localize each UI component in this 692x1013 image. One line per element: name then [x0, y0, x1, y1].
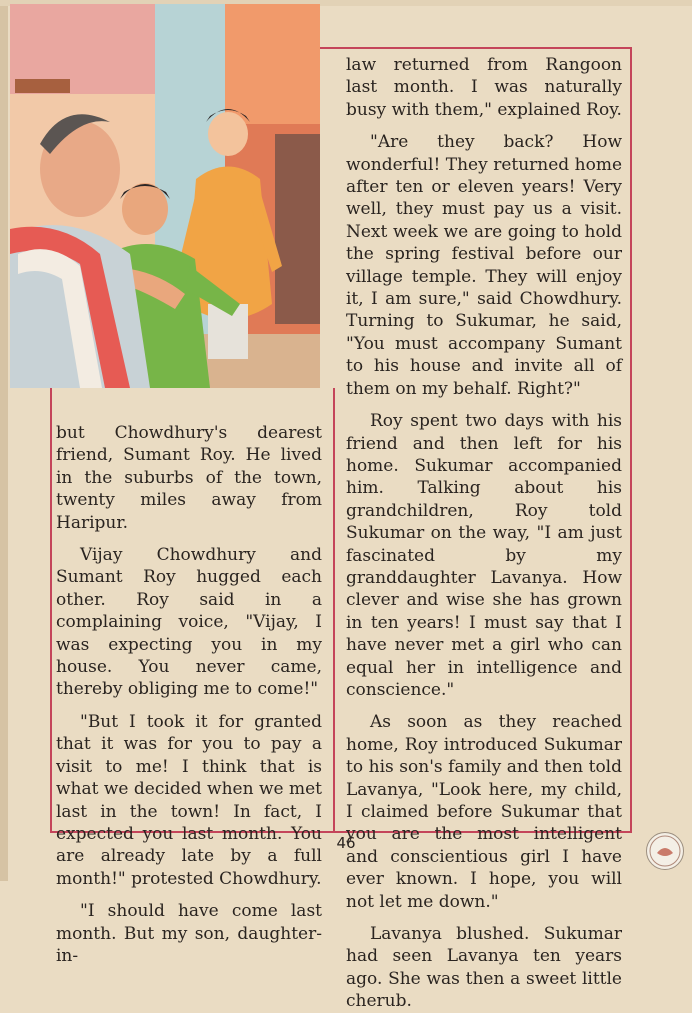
right-column [346, 54, 622, 1013]
paragraph: law returned from Rangoon last month. I was naturally busy with them," explained Roy. [346, 55, 622, 120]
paragraph: Lavanya blushed. Sukumar had seen Lavanya ten years ago. She was then a sweet little cherub. [346, 924, 622, 1012]
paragraph: "Are they back? How wonderful! They returned home after ten or eleven years! Very well, they must pay us a visit. Next week we are going to hold the spring festival before our village temple. They will enjoy it, I am sure," said Chowdhury. Turning to Sukumar, he said, "You must accompany Sumant to his house and invite all of them on my behalf. Right?" [346, 132, 622, 399]
story-illustration [10, 4, 320, 388]
illustration-three-figures [10, 4, 320, 388]
paragraph: Vijay Chowdhury and Sumant Roy hugged each other. Roy said in a complaining voice, "Vijay, I was expecting you in my house. You never came, thereby obliging me to come!" [56, 545, 322, 700]
paragraph: but Chowdhury's dearest friend, Sumant Roy. He lived in the suburbs of the town, twenty miles away from Haripur. [56, 423, 322, 533]
page-edge [0, 0, 8, 881]
publisher-logo-icon [646, 832, 684, 870]
paragraph: As soon as they reached home, Roy introduced Sukumar to his son's family and then told Lavanya, "Look here, my child, I claimed before Sukumar that you are the most intelligent and conscientious girl I have ever known. I hope, you will not let me down." [346, 712, 622, 912]
paragraph: Roy spent two days with his friend and then left for his home. Sukumar accompanied him. Talking about his grandchildren, Roy told Sukumar on the way, "I am just fascinated by my granddaughter Lavanya. How clever and wise she has grown in ten years! I must say that I have never met a girl who can equal her in intelligence and conscience." [346, 411, 622, 700]
frame-rule-center [333, 388, 335, 833]
frame-rule-top [320, 47, 632, 49]
left-column [56, 422, 322, 967]
paragraph: "I should have come last month. But my son, daughter-in- [56, 901, 322, 966]
frame-rule-right [630, 47, 632, 833]
paragraph: "But I took it for granted that it was for you to pay a visit to me! I think that is what we decided when we met last in the town! In fact, I expected you last month. You are already late by a full month!" protested Chowdhury. [56, 711, 322, 889]
frame-rule-left [50, 388, 52, 833]
page-number: 46 [336, 834, 356, 852]
